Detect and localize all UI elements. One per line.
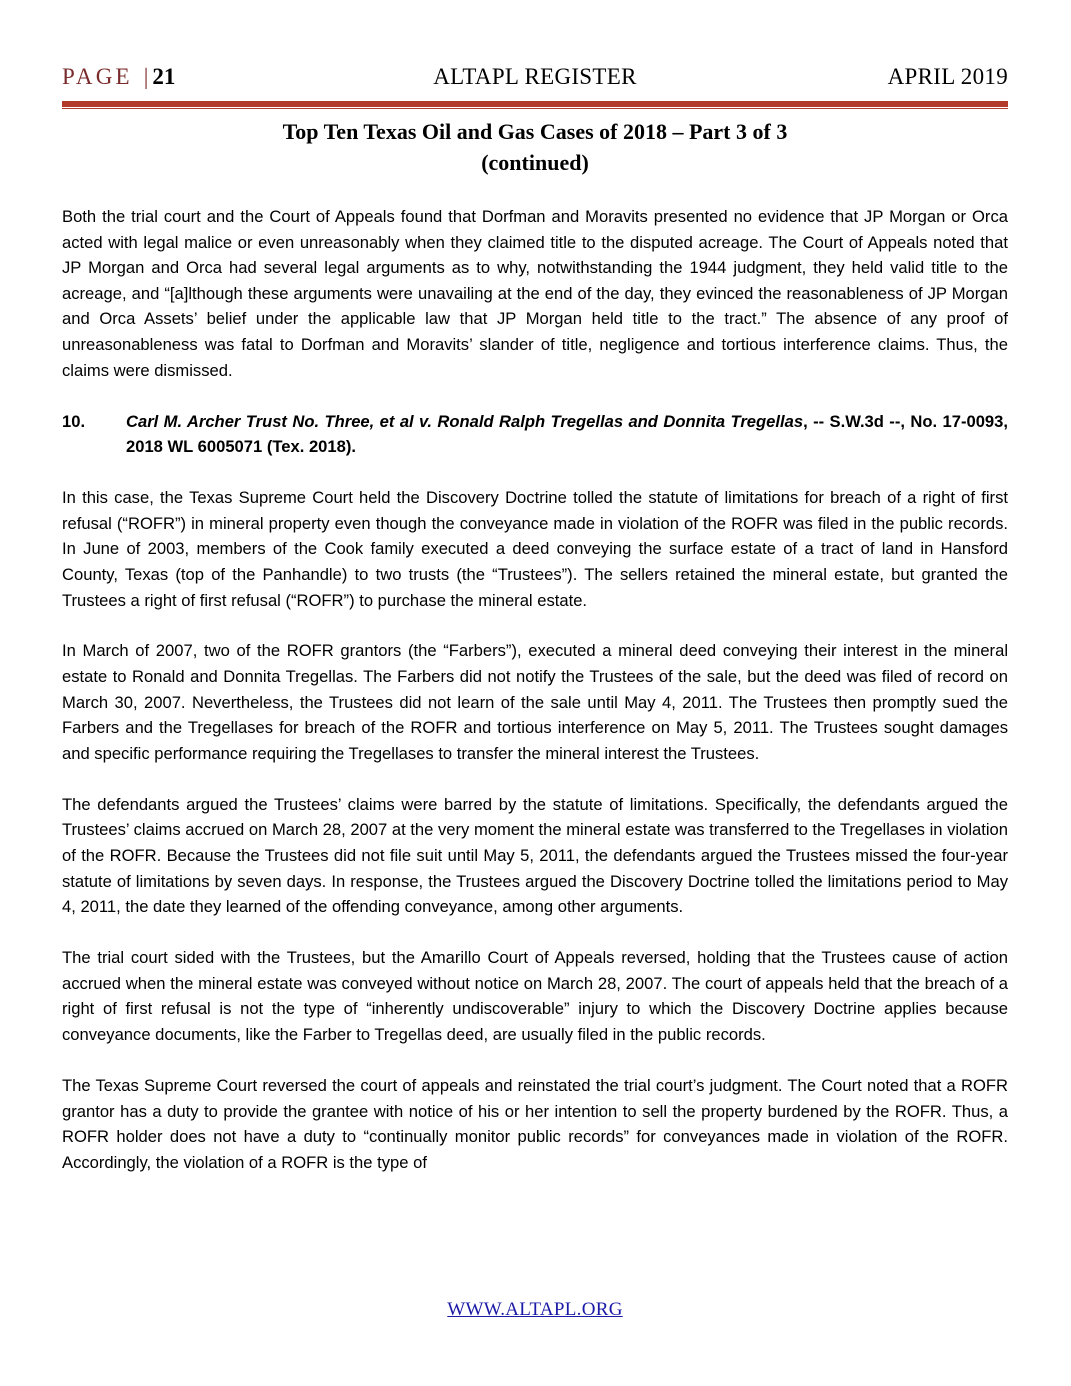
page-footer	[62, 1299, 1008, 1321]
paragraph-2: In this case, the Texas Supreme Court held the Discovery Doctrine tolled the statute of limitations for breach of a right of first refusal (“ROFR”) in mineral property even though the conveyance made in violation of the ROFR was filed in the public records. In June of 2003, members of the Cook family executed a deed conveying the surface estate of a tract of land in Hansford County, Texas (top of the Panhandle) to two trusts (the “Trustees”). The sellers retained the mineral estate, but granted the Trustees a right of first refusal (“ROFR”) to purchase the mineral estate.	[62, 488, 1008, 610]
publication-title: ALTAPL REGISTER	[433, 64, 637, 89]
paragraph-6: The Texas Supreme Court reversed the court of appeals and reinstated the trial court’s judgment. The Court noted that a ROFR grantor has a duty to provide the grantee with notice of his or her intention to sell the property burdened by the ROFR. Thus, a ROFR holder does not have a duty to “continually monitor public records” for conveyances made in violation of the ROFR. Accordingly, the violation of a ROFR is the type of	[62, 1075, 1008, 1172]
paragraph-5: The trial court sided with the Trustees, but the Amarillo Court of Appeals reversed, holding that the Trustees cause of action accrued when the mineral estate was conveyed without notice on March 28, 2007. The court of appeals held that the breach of a right of first refusal is not the type of “inherently undiscoverable” injury to which the Discovery Doctrine applies because conveyance documents, like the Farber to Tregellas deed, are usually filed in the public records.	[62, 948, 1008, 1044]
website-link[interactable]: WWW.ALTAPL.ORG	[447, 1299, 623, 1320]
case-title	[126, 409, 1008, 460]
page-separator: |	[143, 64, 149, 89]
paragraph-3: In March of 2007, two of the ROFR grantors (the “Farbers”), executed a mineral deed conveying their interest in the mineral estate to Ronald and Donnita Tregellas. The Farbers did not notify the Trustees of the sale, but the deed was filed of record on March 30, 2007. Nevertheless, the Trustees did not learn of the sale until May 4, 2011. The Trustees then promptly sued the Farbers and the Tregellases for breach of the ROFR and tortious interference on May 5, 2011. The Trustees sought damages and specific performance requiring the Tregellases to transfer the mineral interest the Trustees.	[62, 641, 1008, 763]
page-header	[62, 64, 1008, 96]
issue-date: APRIL 2019	[887, 64, 1008, 89]
page-number: 21	[152, 64, 176, 89]
paragraph-1: Both the trial court and the Court of Appeals found that Dorfman and Moravits presented no evidence that JP Morgan or Orca acted with legal malice or even unreasonably when they claimed title to the disputed acreage. The Court of Appeals noted that JP Morgan and Orca had several legal arguments as to why, notwithstanding the 1944 judgment, they held valid title to the acreage, and “[a]lthough these arguments were unavailing at the end of the day, they evinced the reasonableness of JP Morgan and Orca Assets’ belief under the applicable law that JP Morgan held title to the tract.” The absence of any proof of unreasonableness was fatal to Dorfman and Moravits’ slander of title, negligence and tortious interference claims. Thus, the claims were dismissed.	[62, 207, 1008, 380]
page-label-text: PAGE	[62, 64, 133, 89]
case-citation: , -- S.W.3d --, No. 17-0093, 2018 WL 6005071 (Tex. 2018).	[126, 411, 1008, 457]
header-rule	[62, 101, 1008, 107]
article-title-line2: (continued)	[481, 150, 589, 175]
paragraph-4: The defendants argued the Trustees’ claims were barred by the statute of limitations. Specifically, the defendants argued the Trustees’ claims accrued on March 28, 2007 at the very moment the mineral estate was transferred to the Tregellases in violation of the ROFR. Because the Trustees did not file suit until May 5, 2011, the defendants argued the Trustees missed the four-year statute of limitations by seven days. In response, the Trustees argued the Discovery Doctrine tolled the limitations period to May 4, 2011, the date they learned of the offending conveyance, among other arguments.	[62, 794, 1008, 917]
article-title-line1: Top Ten Texas Oil and Gas Cases of 2018 – Part 3 of 3	[282, 119, 788, 144]
article-title	[62, 116, 1008, 178]
case-name: Carl M. Archer Trust No. Three, et al v. Ronald Ralph Tregellas and Donnita Tregellas	[126, 411, 804, 431]
header-rule-thin	[62, 108, 1008, 109]
case-number: 10.	[62, 411, 86, 431]
article-body	[62, 204, 1008, 1201]
case-heading	[62, 409, 1008, 460]
